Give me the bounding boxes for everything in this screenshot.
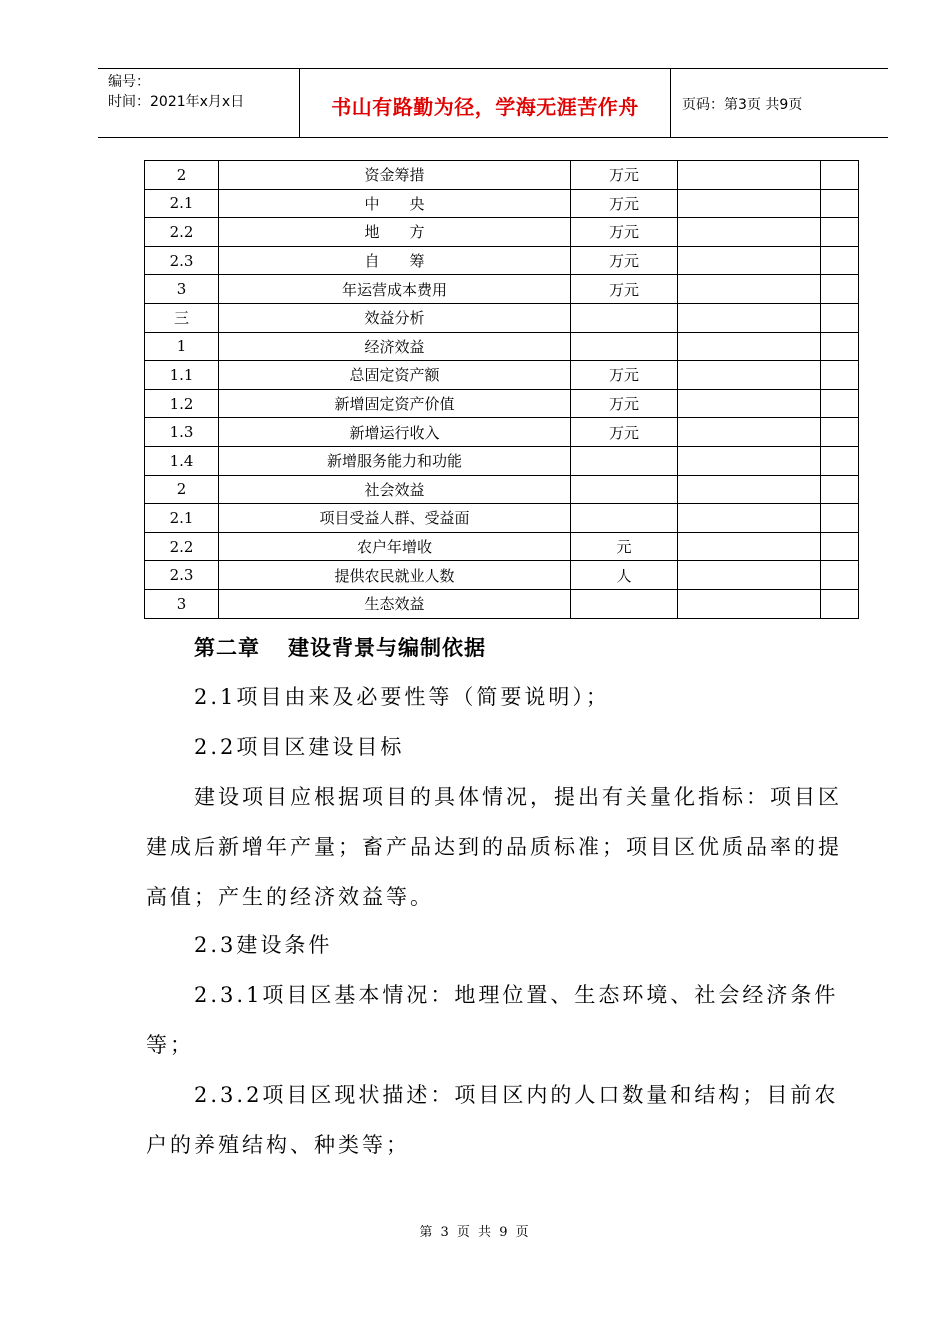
row-number: 2.2	[145, 218, 219, 247]
row-item: 新增运行收入	[219, 418, 571, 447]
row-unit	[571, 475, 678, 504]
header-motto: 书山有路勤为径，学海无涯苦作舟	[331, 95, 639, 119]
table-body	[145, 161, 859, 619]
row-blank	[678, 475, 821, 504]
row-blank	[821, 589, 859, 618]
row-blank	[821, 189, 859, 218]
row-number: 1.3	[145, 418, 219, 447]
chapter-title: 建设背景与编制依据	[288, 636, 486, 660]
row-number: 3	[145, 275, 219, 304]
row-item: 提供农民就业人数	[219, 561, 571, 590]
page-header	[98, 68, 888, 138]
row-blank	[678, 589, 821, 618]
row-unit: 万元	[571, 418, 678, 447]
row-blank	[678, 161, 821, 190]
row-item: 生态效益	[219, 589, 571, 618]
section-2-1: 2.1项目由来及必要性等（简要说明）；	[194, 685, 610, 709]
row-unit	[571, 589, 678, 618]
row-number: 1.4	[145, 446, 219, 475]
row-item: 总固定资产额	[219, 361, 571, 390]
section-2-3-2: 2.3.2项目区现状描述：项目区内的人口数量和结构；目前农户的养殖结构、种类等；	[146, 1083, 839, 1157]
row-item: 社会效益	[219, 475, 571, 504]
row-item: 资金筹措	[219, 161, 571, 190]
row-blank	[678, 189, 821, 218]
row-blank	[821, 332, 859, 361]
table-row	[145, 332, 859, 361]
row-blank	[821, 418, 859, 447]
row-blank	[821, 246, 859, 275]
row-item: 年运营成本费用	[219, 275, 571, 304]
row-blank	[821, 361, 859, 390]
row-number: 1.2	[145, 389, 219, 418]
row-number: 1.1	[145, 361, 219, 390]
row-blank	[821, 218, 859, 247]
row-item: 新增固定资产价值	[219, 389, 571, 418]
header-page-info: 页码：第3页 共9页	[682, 97, 803, 113]
row-item: 自 筹	[219, 246, 571, 275]
table-row	[145, 504, 859, 533]
time-label: 时间：2021年x月x日	[108, 94, 245, 110]
row-blank	[678, 504, 821, 533]
row-unit: 人	[571, 561, 678, 590]
row-item: 新增服务能力和功能	[219, 446, 571, 475]
row-blank	[678, 389, 821, 418]
row-unit: 万元	[571, 389, 678, 418]
table-row	[145, 161, 859, 190]
table-row	[145, 446, 859, 475]
section-2-2: 2.2项目区建设目标	[194, 735, 405, 759]
row-blank	[678, 446, 821, 475]
table-row	[145, 246, 859, 275]
row-item: 地 方	[219, 218, 571, 247]
row-number: 1	[145, 332, 219, 361]
row-unit: 元	[571, 532, 678, 561]
row-item: 效益分析	[219, 303, 571, 332]
table-row	[145, 275, 859, 304]
page-footer: 第 3 页 共 9 页	[419, 1225, 531, 1240]
table-row	[145, 218, 859, 247]
row-unit: 万元	[571, 361, 678, 390]
row-blank	[821, 303, 859, 332]
row-blank	[678, 561, 821, 590]
row-blank	[678, 246, 821, 275]
row-blank	[821, 275, 859, 304]
row-unit: 万元	[571, 161, 678, 190]
row-item: 中 央	[219, 189, 571, 218]
row-unit: 万元	[571, 189, 678, 218]
number-label: 编号：	[108, 74, 150, 90]
row-number: 2	[145, 161, 219, 190]
row-blank	[678, 303, 821, 332]
row-number: 2.1	[145, 504, 219, 533]
table-row	[145, 589, 859, 618]
budget-table	[144, 160, 859, 619]
row-blank	[678, 532, 821, 561]
row-blank	[821, 561, 859, 590]
row-number: 2.3	[145, 561, 219, 590]
row-blank	[821, 504, 859, 533]
table-row	[145, 418, 859, 447]
chapter-heading	[194, 632, 486, 662]
table-row	[145, 189, 859, 218]
row-unit: 万元	[571, 218, 678, 247]
row-number: 2.1	[145, 189, 219, 218]
table-row	[145, 532, 859, 561]
row-blank	[821, 475, 859, 504]
row-number: 2	[145, 475, 219, 504]
table-row	[145, 561, 859, 590]
row-blank	[821, 161, 859, 190]
row-item: 农户年增收	[219, 532, 571, 561]
row-unit: 万元	[571, 246, 678, 275]
row-blank	[678, 361, 821, 390]
table-row	[145, 389, 859, 418]
row-blank	[678, 275, 821, 304]
row-unit	[571, 504, 678, 533]
row-blank	[678, 218, 821, 247]
row-unit	[571, 303, 678, 332]
row-number: 2.3	[145, 246, 219, 275]
section-2-3: 2.3建设条件	[194, 933, 333, 957]
row-item: 经济效益	[219, 332, 571, 361]
row-blank	[821, 389, 859, 418]
row-unit: 万元	[571, 275, 678, 304]
row-number: 2.2	[145, 532, 219, 561]
chapter-number: 第二章	[194, 636, 260, 660]
table-row	[145, 475, 859, 504]
row-blank	[821, 446, 859, 475]
row-number: 三	[145, 303, 219, 332]
row-number: 3	[145, 589, 219, 618]
row-item: 项目受益人群、受益面	[219, 504, 571, 533]
row-unit	[571, 332, 678, 361]
row-blank	[821, 532, 859, 561]
paragraph-targets: 建设项目应根据项目的具体情况，提出有关量化指标：项目区建成后新增年产量；畜产品达到的品质标准；项目区优质品率的提高值；产生的经济效益等。	[146, 785, 842, 909]
header-meta	[108, 72, 244, 112]
row-unit	[571, 446, 678, 475]
table-row	[145, 303, 859, 332]
section-2-3-1: 2.3.1项目区基本情况：地理位置、生态环境、社会经济条件等；	[146, 983, 839, 1057]
row-blank	[678, 332, 821, 361]
row-blank	[678, 418, 821, 447]
table-row	[145, 361, 859, 390]
header-divider	[670, 69, 671, 137]
